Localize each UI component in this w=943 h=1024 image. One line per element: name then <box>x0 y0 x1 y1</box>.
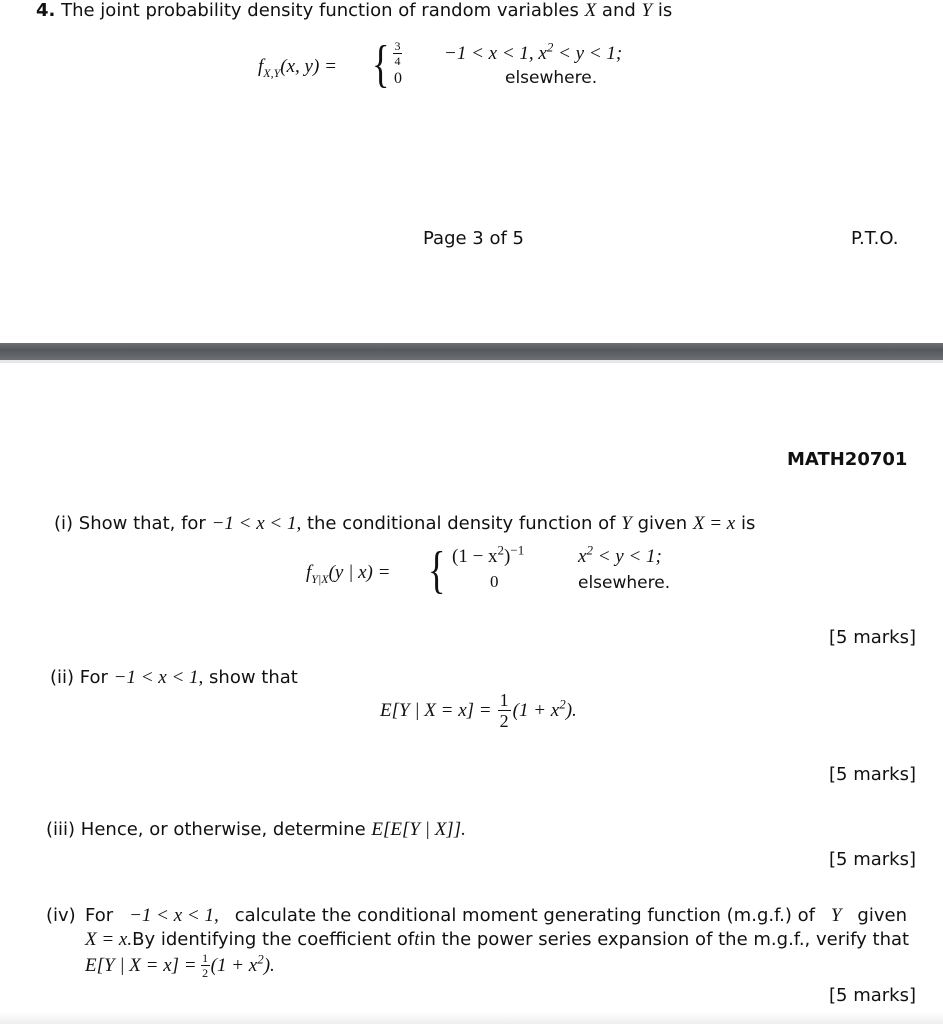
iv-rhs-a: (1 + x <box>210 954 258 976</box>
part-i-label: (i) <box>54 513 74 534</box>
part-iv-line-1 <box>85 905 907 927</box>
part-i-statement <box>54 513 755 535</box>
bottom-edge-fade <box>0 1012 943 1024</box>
iv-l1-text-c: given <box>857 905 907 926</box>
cond-sup: 2 <box>546 39 554 55</box>
part-iii-text-a: Hence, or otherwise, determine <box>80 819 366 840</box>
part-iv-line-3 <box>85 952 275 979</box>
eq-rhs-b: ). <box>565 699 577 721</box>
and-word: and <box>601 0 636 21</box>
conditional-pdf-brace: { <box>428 542 446 599</box>
part-i-math-b: Y <box>621 513 632 534</box>
var-x: X <box>584 0 597 21</box>
cond-a: −1 < x < 1, x <box>444 43 547 64</box>
eq-rhs-sup: 2 <box>559 696 566 712</box>
eq-den: 2 <box>499 711 509 731</box>
iv-l2-math-b: t <box>414 929 420 950</box>
page-break-shadow <box>0 360 943 363</box>
iv-l1-text-b: calculate the conditional moment generating function (m.g.f.) of <box>234 905 815 926</box>
part-i-marks: [5 marks] <box>829 627 916 648</box>
iv-l2-math-a: X = x. <box>85 929 133 950</box>
case1-val-sup2: −1 <box>510 542 525 558</box>
conditional-pdf-case1-condition <box>578 542 662 568</box>
eq-lhs: E[Y | X = x] = <box>380 699 492 721</box>
iv-l3-math: E[Y | X = x] = <box>85 954 197 976</box>
part-ii-statement <box>50 667 298 689</box>
iv-num: 1 <box>202 951 209 965</box>
joint-pdf-lhs <box>258 56 337 78</box>
intro-text: The joint probability density function of random variables <box>61 0 579 21</box>
part-ii-text-a: For <box>79 667 108 688</box>
page-break-bar <box>0 343 943 360</box>
c1-sup: 2 <box>586 542 593 558</box>
part-i-text-b: the conditional density function of <box>306 513 616 534</box>
frac-den: 4 <box>394 54 401 68</box>
eq-rhs-a: (1 + x <box>512 699 560 721</box>
case1-val-a: (1 − x <box>452 546 498 567</box>
part-iv-label: (iv) <box>46 905 76 926</box>
joint-pdf-case1-value <box>393 40 402 67</box>
part-i-text-d: is <box>740 513 756 534</box>
part-ii-marks: [5 marks] <box>829 764 916 785</box>
iv-fraction-half <box>201 952 210 979</box>
iv-l2-text-a: By identifying the coefficient of <box>132 929 415 950</box>
iv-l2-text-b: in the power series expansion of the m.g.f., verify that <box>419 929 910 950</box>
conditional-pdf-case2-value: 0 <box>490 572 499 591</box>
part-i-math-a: −1 < x < 1, <box>211 513 302 534</box>
iv-l1-math-b: Y <box>830 905 842 926</box>
question-4-intro <box>36 0 672 22</box>
is-word: is <box>657 0 673 21</box>
joint-f-args: (x, y) = <box>280 56 337 77</box>
case1-val-sup: 2 <box>497 542 505 558</box>
cond-b: < y < 1; <box>553 43 623 64</box>
iv-rhs-b: ). <box>263 954 275 976</box>
course-code: MATH20701 <box>787 449 908 470</box>
part-ii-math-a: −1 < x < 1, <box>113 667 204 688</box>
conditional-pdf-case2-condition: elsewhere. <box>578 573 671 593</box>
cond-f-args: (y | x) = <box>328 562 391 583</box>
part-iii-math-a: E[E[Y | X]]. <box>371 819 466 840</box>
frac-num: 3 <box>394 39 401 53</box>
eq-num: 1 <box>499 690 509 710</box>
eq-fraction-half <box>498 691 511 730</box>
iv-den: 2 <box>202 966 209 980</box>
joint-f: f <box>258 56 264 77</box>
cond-f: f <box>306 562 312 583</box>
part-i-text-a: Show that, for <box>78 513 206 534</box>
part-ii-label: (ii) <box>50 667 75 688</box>
part-ii-equation <box>380 691 577 730</box>
page-number: Page 3 of 5 <box>423 228 524 249</box>
case1-val-b: ) <box>504 546 511 567</box>
joint-f-sub: X,Y <box>263 65 281 80</box>
part-iii-label: (iii) <box>46 819 76 840</box>
pto-label: P.T.O. <box>851 228 899 249</box>
iv-rhs-sup: 2 <box>257 951 264 967</box>
part-i-math-c: X = x <box>692 513 736 534</box>
joint-pdf-case1-condition <box>444 39 623 65</box>
part-iv-line-2 <box>85 929 910 951</box>
part-ii-text-b: show that <box>209 667 298 688</box>
question-number: 4. <box>36 0 56 21</box>
cond-f-sub: Y|X <box>311 571 329 586</box>
joint-pdf-brace: { <box>372 36 390 93</box>
c1-a: x <box>578 546 587 567</box>
part-iv-marks: [5 marks] <box>829 985 916 1006</box>
conditional-pdf-lhs <box>306 562 390 584</box>
conditional-pdf-case1-value <box>452 542 525 568</box>
fraction-three-quarters <box>393 40 402 67</box>
part-i-text-c: given <box>637 513 688 534</box>
part-iii-marks: [5 marks] <box>829 849 916 870</box>
joint-pdf-case2-value: 0 <box>394 70 402 87</box>
iv-l1-math-a: −1 < x < 1, <box>129 905 219 926</box>
joint-pdf-case2-condition: elsewhere. <box>505 68 598 88</box>
var-y: Y <box>641 0 653 21</box>
c1-b: < y < 1; <box>592 546 662 567</box>
part-iii-statement <box>46 819 466 841</box>
iv-l1-text-a: For <box>85 905 114 926</box>
